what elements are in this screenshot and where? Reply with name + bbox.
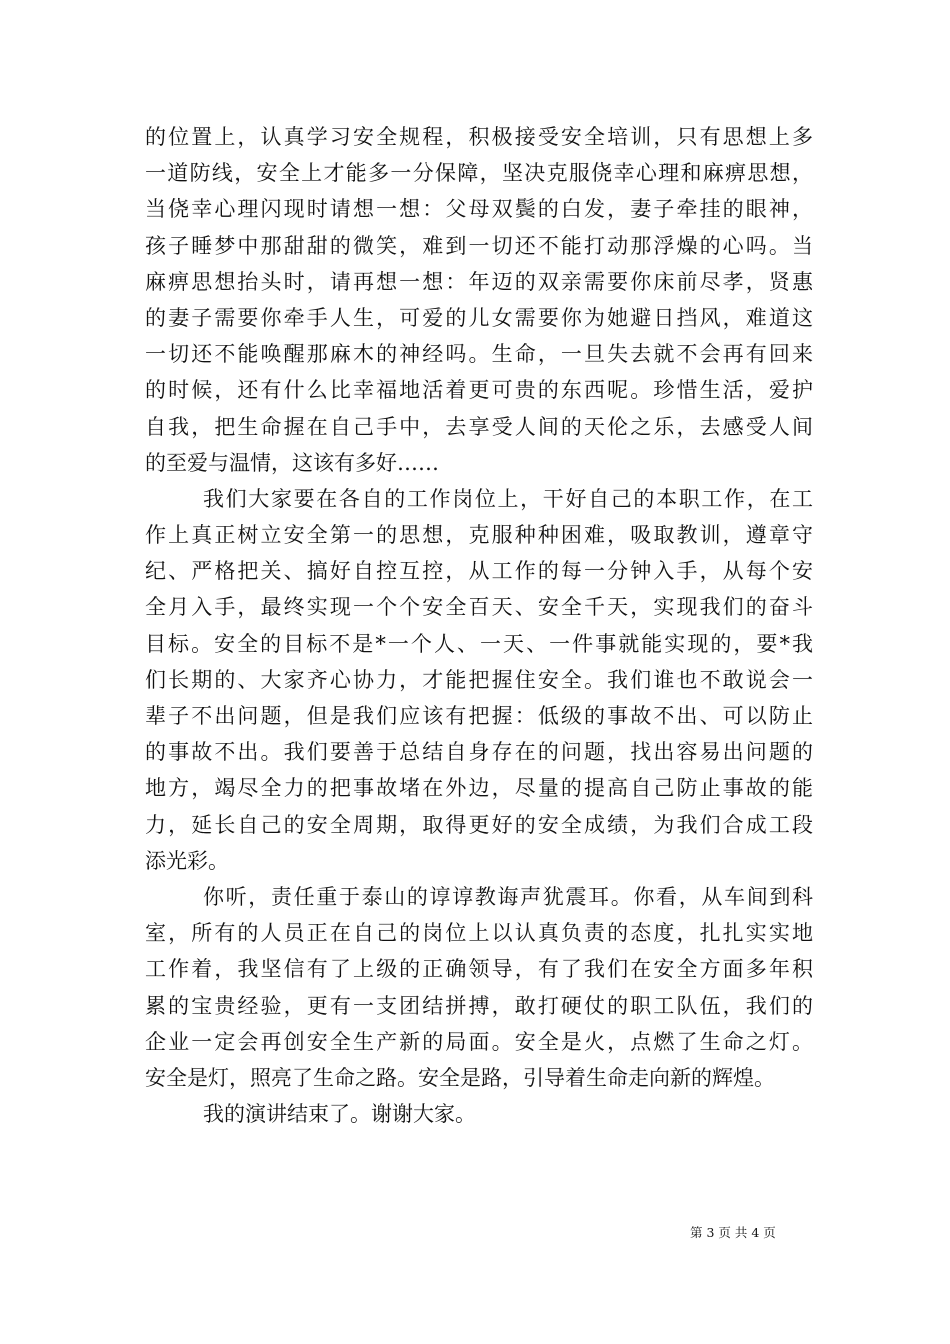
text-line: 添光彩。 [145, 848, 229, 873]
text-line: 辈子不出问题，但是我们应该有把握：低级的事故不出、可以防止 [145, 704, 813, 728]
text-line: 作上真正树立安全第一的思想，克服种种困难，吸取教训，遵章守 [145, 523, 813, 548]
paragraph-start-line: 你听，责任重于泰山的谆谆教诲声犹震耳。你看，从车间到科 [203, 884, 813, 909]
text-line: 一切还不能唤醒那麻木的神经吗。生命，一旦失去就不会再有回来 [145, 342, 813, 367]
text-line: 们长期的、大家齐心协力，才能把握住安全。我们谁也不敢说会一 [145, 667, 813, 692]
text-line: 企业一定会再创安全生产新的局面。安全是火，点燃了生命之灯。 [145, 1029, 813, 1054]
text-line: 的事故不出。我们要善于总结自身存在的问题，找出容易出问题的 [145, 740, 813, 765]
text-line: 目标。安全的目标不是*一个人、一天、一件事就能实现的，要*我 [145, 631, 813, 656]
text-line: 孩子睡梦中那甜甜的微笑，难到一切还不能打动那浮燥的心吗。当 [145, 233, 813, 258]
text-line: 当侥幸心理闪现时请想一想：父母双鬓的白发，妻子牵挂的眼神， [145, 197, 813, 222]
text-line: 自我，把生命握在自己手中，去享受人间的天伦之乐，去感受人间 [145, 414, 813, 439]
text-line: 全月入手，最终实现一个个安全百天、安全千天，实现我们的奋斗 [145, 595, 813, 620]
text-line: 室，所有的人员正在自己的岗位上以认真负责的态度，扎扎实实地 [145, 921, 813, 946]
text-line: 的至爱与温情，这该有多好…… [145, 450, 439, 475]
paragraph-start-line: 我的演讲结束了。谢谢大家。 [203, 1102, 476, 1127]
text-line: 一道防线，安全上才能多一分保障，坚决克服侥幸心理和麻痹思想， [145, 161, 813, 186]
text-line: 地方，竭尽全力的把事故堵在外边，尽量的提高自己防止事故的能 [145, 776, 813, 801]
text-line: 安全是灯，照亮了生命之路。安全是路，引导着生命走向新的辉煌。 [145, 1065, 775, 1090]
text-line: 的位置上，认真学习安全规程，积极接受安全培训，只有思想上多 [145, 125, 813, 149]
text-line: 麻痹思想抬头时，请再想一想：年迈的双亲需要你床前尽孝，贤惠 [145, 269, 813, 294]
text-line: 工作着，我坚信有了上级的正确领导，有了我们在安全方面多年积 [145, 957, 813, 982]
paragraph-start-line: 我们大家要在各自的工作岗位上，干好自己的本职工作，在工 [203, 486, 813, 511]
text-line: 纪、严格把关、搞好自控互控，从工作的每一分钟入手，从每个安 [145, 559, 813, 584]
text-line: 的时候，还有什么比幸福地活着更可贵的东西呢。珍惜生活，爱护 [145, 378, 813, 403]
text-line: 的妻子需要你牵手人生，可爱的儿女需要你为她避日挡风，难道这 [145, 305, 813, 330]
text-line: 力，延长自己的安全周期，取得更好的安全成绩，为我们合成工段 [145, 812, 813, 837]
body-text [145, 119, 813, 1132]
page-number-footer: 第 3 页 共 4 页 [690, 1225, 776, 1240]
text-line: 累的宝贵经验，更有一支团结拼搏，敢打硬仗的职工队伍，我们的 [145, 993, 813, 1018]
